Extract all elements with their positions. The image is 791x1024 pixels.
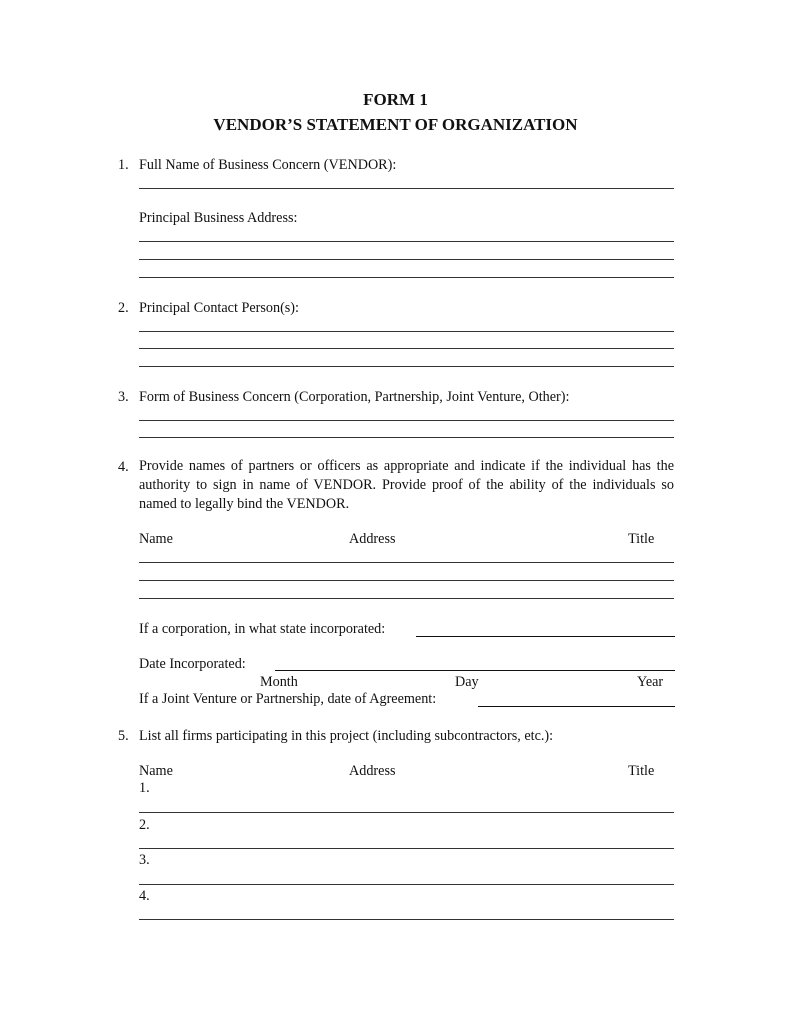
business-form-field-2[interactable]: [139, 437, 674, 438]
partners-instructions: Provide names of partners or officers as appropriate and indicate if the individual has the authority to sign in name of VENDOR. Provide proof of the ability of the individuals so named to legally bind the VENDOR.: [139, 458, 674, 512]
section-2-number: 2.: [118, 300, 129, 316]
contact-persons-field-3[interactable]: [139, 366, 674, 367]
business-address-label: Principal Business Address:: [139, 210, 298, 226]
date-part-month: Month: [260, 674, 298, 690]
partners-column-name: Name: [139, 531, 173, 547]
partner-row-3-field[interactable]: [139, 598, 674, 599]
firm-row-2-field[interactable]: [139, 848, 674, 849]
business-address-field-3[interactable]: [139, 277, 674, 278]
business-address-field-2[interactable]: [139, 259, 674, 260]
vendor-name-field[interactable]: [139, 188, 674, 189]
firm-row-1-number: 1.: [139, 780, 150, 796]
firms-label: List all firms participating in this project (including subcontractors, etc.):: [139, 728, 554, 744]
firms-column-address: Address: [349, 763, 396, 779]
firm-row-3-number: 3.: [139, 852, 150, 868]
section-3-number: 3.: [118, 389, 129, 405]
agreement-date-label: If a Joint Venture or Partnership, date of Agreement:: [139, 691, 437, 707]
date-incorporated-field[interactable]: [275, 670, 675, 671]
business-address-field-1[interactable]: [139, 241, 674, 242]
partners-column-title: Title: [628, 531, 655, 547]
business-form-field-1[interactable]: [139, 420, 674, 421]
form-number: FORM 1: [363, 90, 428, 109]
firm-row-2-number: 2.: [139, 817, 150, 833]
date-part-day: Day: [455, 674, 479, 690]
section-1-number: 1.: [118, 157, 129, 173]
partner-row-1-field[interactable]: [139, 562, 674, 563]
contact-persons-field-1[interactable]: [139, 331, 674, 332]
state-incorporated-field[interactable]: [416, 636, 675, 637]
date-part-year: Year: [637, 674, 664, 690]
firm-row-1-field[interactable]: [139, 812, 674, 813]
form-title: VENDOR’S STATEMENT OF ORGANIZATION: [213, 115, 578, 134]
vendor-name-label: Full Name of Business Concern (VENDOR):: [139, 157, 397, 173]
firms-column-title: Title: [628, 763, 655, 779]
partners-column-address: Address: [349, 531, 396, 547]
contact-persons-field-2[interactable]: [139, 348, 674, 349]
date-incorporated-label: Date Incorporated:: [139, 656, 246, 672]
section-5-number: 5.: [118, 728, 129, 744]
firm-row-4-number: 4.: [139, 888, 150, 904]
agreement-date-field[interactable]: [478, 706, 675, 707]
state-incorporated-label: If a corporation, in what state incorporated:: [139, 621, 386, 637]
contact-persons-label: Principal Contact Person(s):: [139, 300, 299, 316]
business-form-label: Form of Business Concern (Corporation, Partnership, Joint Venture, Other):: [139, 389, 570, 405]
section-4-number: 4.: [118, 459, 129, 475]
firms-column-name: Name: [139, 763, 173, 779]
partner-row-2-field[interactable]: [139, 580, 674, 581]
firm-row-3-field[interactable]: [139, 884, 674, 885]
firm-row-4-field[interactable]: [139, 919, 674, 920]
